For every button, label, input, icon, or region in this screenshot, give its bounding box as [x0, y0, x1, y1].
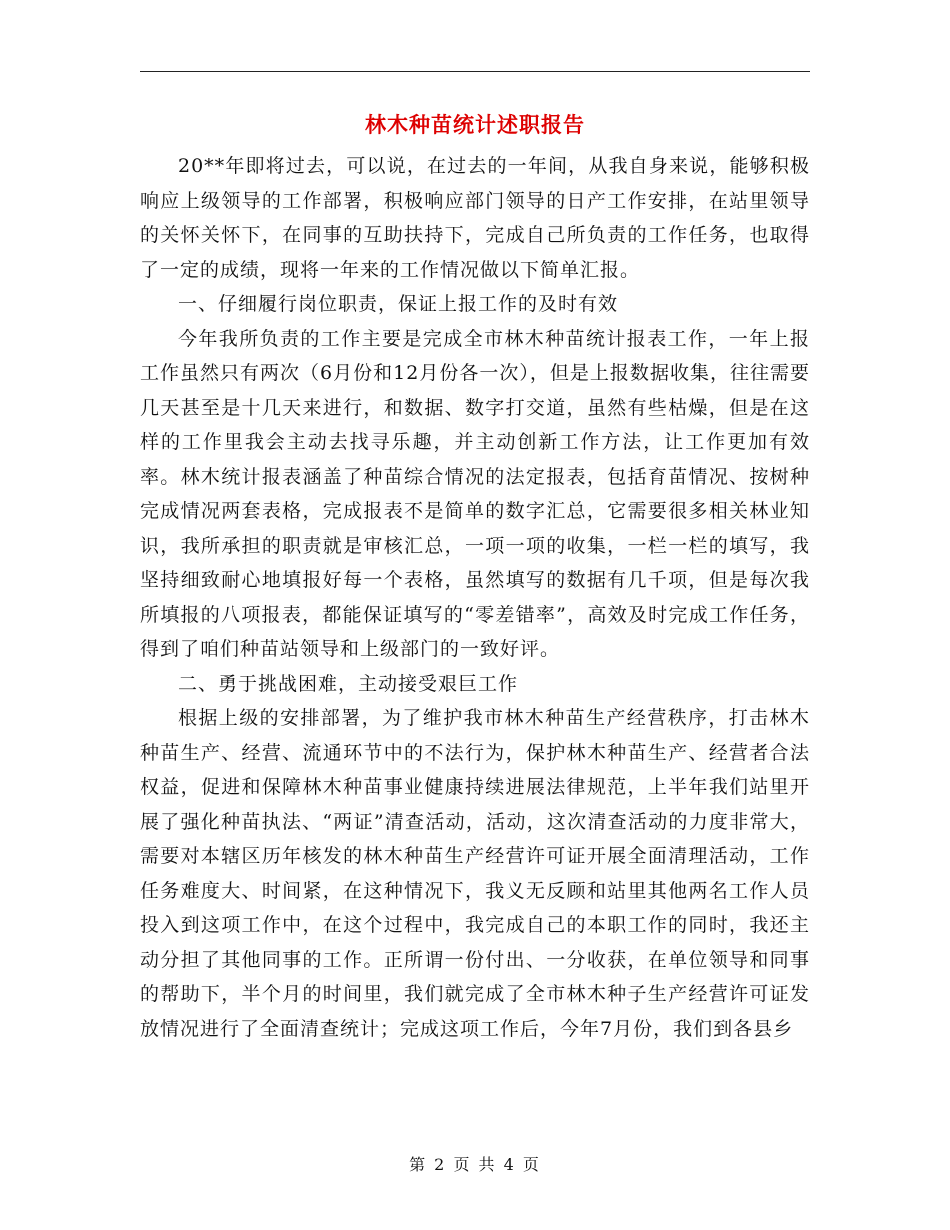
- document-body: [140, 149, 810, 1046]
- section-heading-1: 一、仔细履行岗位职责，保证上报工作的及时有效: [178, 293, 619, 315]
- paragraph-section-1: 今年我所负责的工作主要是完成全市林木种苗统计报表工作，一年上报工作虽然只有两次（6月份和12月份各一次），但是上报数据收集，往往需要几天甚至是十几天来进行，和数据、数字打交道，虽然有些枯燥，但是在这样的工作里我会主动去找寻乐趣，并主动创新工作方法，让工作更加有效率。林木统计报表涵盖了种苗综合情况的法定报表，包括育苗情况、按树种完成情况两套表格，完成报表不是简单的数字汇总，它需要很多相关林业知识，我所承担的职责就是审核汇总，一项一项的收集，一栏一栏的填写，我坚持细致耐心地填报好每一个表格，虽然填写的数据有几千项，但是每次我所填报的八项报表，都能保证填写的“零差错率”，高效及时完成工作任务，得到了咱们种苗站领导和上级部门的一致好评。: [140, 327, 810, 660]
- section-heading-2: 二、勇于挑战困难，主动接受艰巨工作: [178, 672, 519, 695]
- page-footer: 第 2 页 共 4 页: [409, 1155, 541, 1174]
- paragraph-section-2: 根据上级的安排部署，为了维护我市林木种苗生产经营秩序，打击林木种苗生产、经营、流通环节中的不法行为，保护林木种苗生产、经营者合法权益，促进和保障林木种苗事业健康持续进展法律规范，上半年我们站里开展了强化种苗执法、“两证”清查活动，活动，这次清查活动的力度非常大，需要对本辖区历年核发的林木种苗生产经营许可证开展全面清理活动，工作任务难度大、时间紧，在这种情况下，我义无反顾和站里其他两名工作人员投入到这项工作中，在这个过程中，我完成自己的本职工作的同时，我还主动分担了其他同事的工作。正所谓一份付出、一分收获，在单位领导和同事的帮助下，半个月的时间里，我们就完成了全市林木种子生产经营许可证发放情况进行了全面清查统计；完成这项工作后，今年7月份，我们到各县乡: [140, 707, 810, 1040]
- paragraph-intro: 20**年即将过去，可以说，在过去的一年间，从我自身来说，能够积极响应上级领导的工作部署，积极响应部门领导的日产工作安排，在站里领导的关怀关怀下，在同事的互助扶持下，完成自己所负责的工作任务，也取得了一定的成绩，现将一年来的工作情况做以下简单汇报。: [140, 155, 810, 281]
- document-title: 林木种苗统计述职报告: [365, 112, 585, 137]
- header-rule: [140, 71, 810, 72]
